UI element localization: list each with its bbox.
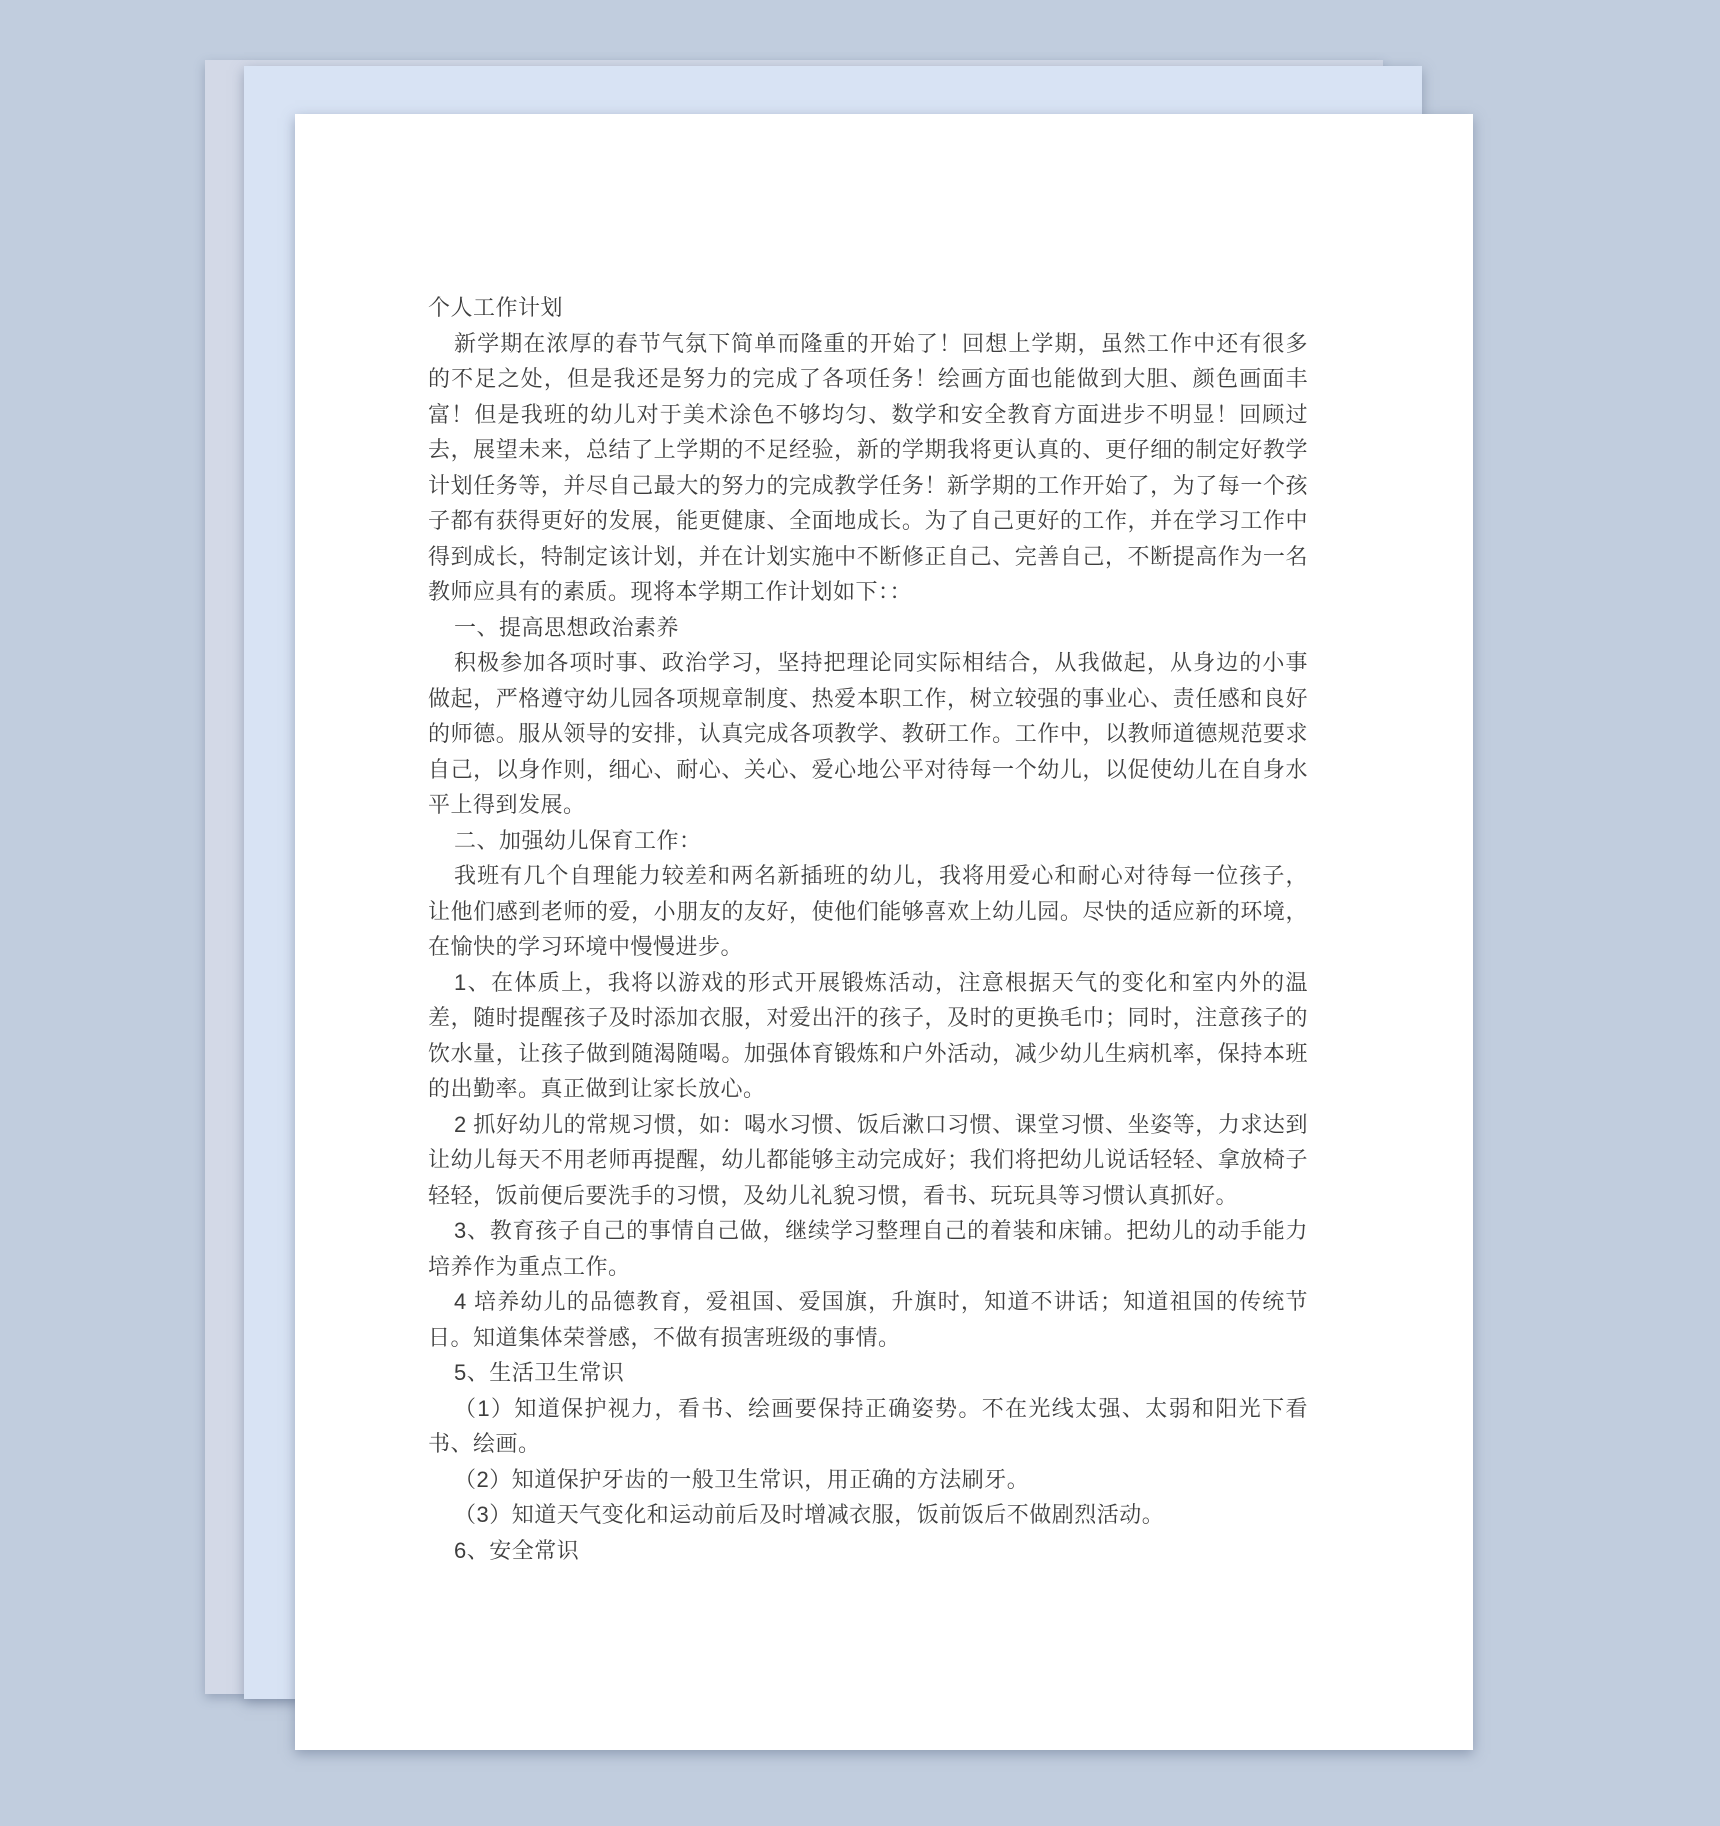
- document-title: 个人工作计划: [428, 295, 564, 320]
- doc-list-item-4: 4 培养幼儿的品德教育，爱祖国、爱国旗，升旗时，知道不讲话；知道祖国的传统节日。知道集体荣誉感，不做有损害班级的事情。: [428, 1289, 1308, 1350]
- doc-sub-item-3: （3）知道天气变化和运动前后及时增减衣服，饭前饭后不做剧烈活动。: [454, 1502, 1165, 1527]
- doc-sub-item-2: （2）知道保护牙齿的一般卫生常识，用正确的方法刷牙。: [454, 1466, 1030, 1492]
- doc-list-item-2: 2 抓好幼儿的常规习惯，如：喝水习惯、饭后漱口习惯、课堂习惯、坐姿等，力求达到让幼儿每天不用老师再提醒，幼儿都能够主动完成好；我们将把幼儿说话轻轻、拿放椅子轻轻，饭前便后要洗手的习惯，及幼儿礼貌习惯，看书、玩玩具等习惯认真抓好。: [428, 1111, 1308, 1208]
- document-page: [295, 114, 1473, 1750]
- doc-list-item-6: 6、安全常识: [454, 1537, 580, 1563]
- doc-list-item-5: 5、生活卫生常识: [454, 1360, 625, 1385]
- doc-paragraph: 我班有几个自理能力较差和两名新插班的幼儿，我将用爱心和耐心对待每一位孩子，让他们感到老师的爱，小朋友的友好，使他们能够喜欢上幼儿园。尽快的适应新的环境，在愉快的学习环境中慢慢进步。: [428, 863, 1308, 959]
- doc-list-item-3: 3、教育孩子自己的事情自己做，继续学习整理自己的着装和床铺。把幼儿的动手能力培养作为重点工作。: [428, 1218, 1308, 1279]
- doc-heading-1: 一、提高思想政治素养: [454, 614, 680, 640]
- doc-list-item-1: 1、在体质上，我将以游戏的形式开展锻炼活动，注意根据天气的变化和室内外的温差，随时提醒孩子及时添加衣服，对爱出汗的孩子，及时的更换毛巾；同时，注意孩子的饮水量，让孩子做到随渴随喝。加强体育锻炼和户外活动，减少幼儿生病机率，保持本班的出勤率。真正做到让家长放心。: [428, 969, 1308, 1101]
- doc-paragraph: 积极参加各项时事、政治学习，坚持把理论同实际相结合，从我做起，从身边的小事做起，严格遵守幼儿园各项规章制度、热爱本职工作，树立较强的事业心、责任感和良好的师德。服从领导的安排，认真完成各项教学、教研工作。工作中，以教师道德规范要求自己，以身作则，细心、耐心、关心、爱心地公平对待每一个幼儿，以促使幼儿在自身水平上得到发展。: [428, 650, 1308, 817]
- doc-sub-item-1: （1）知道保护视力，看书、绘画要保持正确姿势。不在光线太强、太弱和阳光下看书、绘画。: [428, 1395, 1308, 1456]
- document-body: [295, 114, 1473, 1568]
- doc-paragraph: 新学期在浓厚的春节气氛下简单而隆重的开始了！回想上学期，虽然工作中还有很多的不足之处，但是我还是努力的完成了各项任务！绘画方面也能做到大胆、颜色画面丰富！但是我班的幼儿对于美术涂色不够均匀、数学和安全教育方面进步不明显！回顾过去，展望未来，总结了上学期的不足经验，新的学期我将更认真的、更仔细的制定好教学计划任务等，并尽自己最大的努力的完成教学任务！新学期的工作开始了，为了每一个孩子都有获得更好的发展，能更健康、全面地成长。为了自己更好的工作，并在学习工作中得到成长，特制定该计划，并在计划实施中不断修正自己、完善自己，不断提高作为一名教师应具有的素质。现将本学期工作计划如下：：: [428, 330, 1308, 604]
- doc-heading-2: 二、加强幼儿保育工作：: [454, 827, 702, 853]
